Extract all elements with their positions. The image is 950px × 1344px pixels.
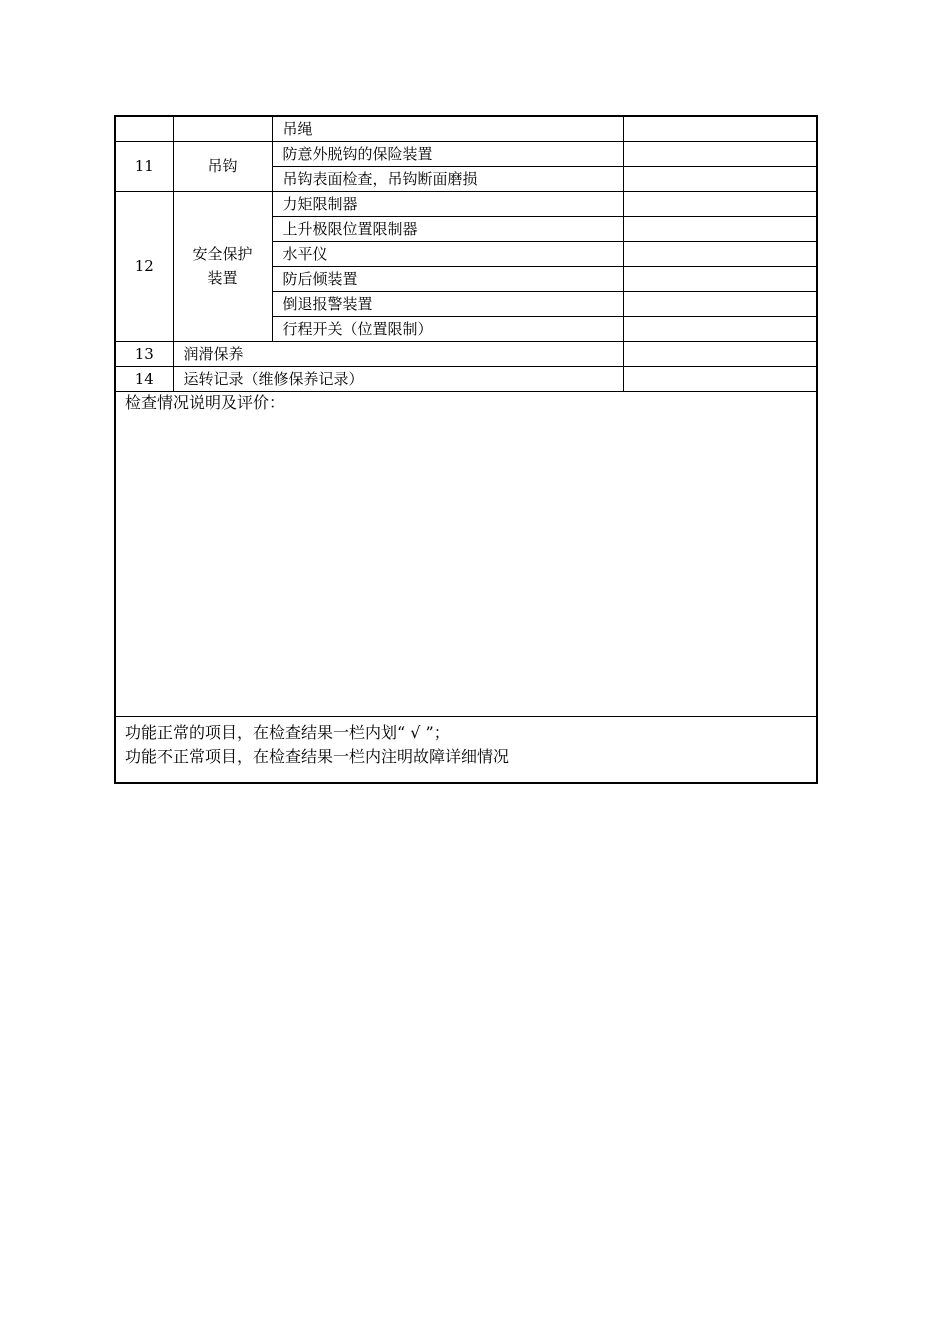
item-category xyxy=(173,116,272,141)
item-category-label: 安全保护装置 xyxy=(192,245,253,287)
result-cell[interactable] xyxy=(623,291,817,316)
item-number: 14 xyxy=(115,366,173,391)
item-number: 13 xyxy=(115,341,173,366)
result-cell[interactable] xyxy=(623,116,817,141)
inspection-table xyxy=(114,115,818,784)
table-row xyxy=(115,366,817,391)
result-cell[interactable] xyxy=(623,366,817,391)
legend-line-normal: 功能正常的项目，在检查结果一栏内划“ √ ”； xyxy=(125,722,450,742)
result-cell[interactable] xyxy=(623,341,817,366)
notes-label: 检查情况说明及评价： xyxy=(125,392,286,412)
check-item: 力矩限制器 xyxy=(272,191,623,216)
check-item: 吊绳 xyxy=(272,116,623,141)
check-item: 倒退报警装置 xyxy=(272,291,623,316)
check-item: 吊钩表面检查，吊钩断面磨损 xyxy=(272,166,623,191)
result-cell[interactable] xyxy=(623,166,817,191)
check-item: 行程开关（位置限制） xyxy=(272,316,623,341)
table-row xyxy=(115,191,817,216)
inspection-sheet xyxy=(114,115,816,784)
item-number xyxy=(115,116,173,141)
table-row xyxy=(115,116,817,141)
result-cell[interactable] xyxy=(623,216,817,241)
check-item: 上升极限位置限制器 xyxy=(272,216,623,241)
check-item: 水平仪 xyxy=(272,241,623,266)
item-category: 吊钩 xyxy=(173,141,272,191)
item-number: 11 xyxy=(115,141,173,191)
result-cell[interactable] xyxy=(623,141,817,166)
check-item: 防后倾装置 xyxy=(272,266,623,291)
check-item: 运转记录（维修保养记录） xyxy=(173,366,623,391)
item-number: 12 xyxy=(115,191,173,341)
result-cell[interactable] xyxy=(623,266,817,291)
check-item: 润滑保养 xyxy=(173,341,623,366)
notes-row xyxy=(115,391,817,716)
table-row xyxy=(115,141,817,166)
item-category xyxy=(173,191,272,341)
result-cell[interactable] xyxy=(623,241,817,266)
table-row xyxy=(115,341,817,366)
notes-area[interactable] xyxy=(115,391,817,716)
check-item: 防意外脱钩的保险装置 xyxy=(272,141,623,166)
result-cell[interactable] xyxy=(623,191,817,216)
legend-row xyxy=(115,716,817,783)
legend xyxy=(115,716,817,783)
result-cell[interactable] xyxy=(623,316,817,341)
legend-line-abnormal: 功能不正常项目，在检查结果一栏内注明故障详细情况 xyxy=(125,746,510,766)
